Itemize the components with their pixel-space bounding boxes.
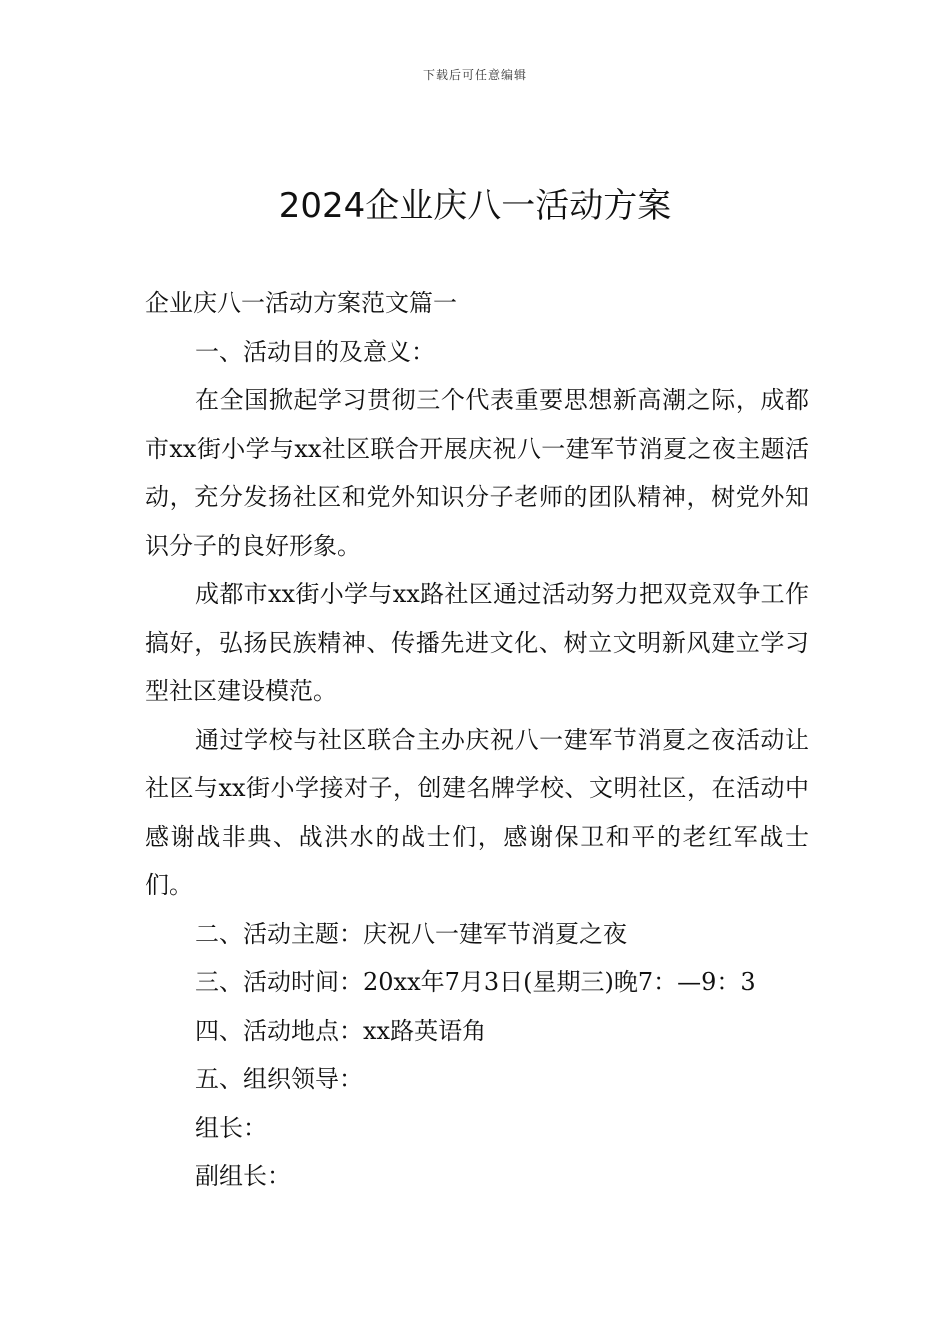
- paragraph-purpose-2: 成都市xx街小学与xx路社区通过活动努力把双竞双争工作搞好，弘扬民族精神、传播先进文化、树立文明新风建立学习型社区建设模范。: [145, 580, 809, 705]
- paragraph-purpose-3: 通过学校与社区联合主办庆祝八一建军节消夏之夜活动让社区与xx街小学接对子，创建名牌学校、文明社区，在活动中感谢战非典、战洪水的战士们，感谢保卫和平的老红军战士们。: [145, 725, 809, 899]
- document-title: 2024企业庆八一活动方案: [278, 186, 672, 226]
- item-leader: 组长：: [195, 1113, 267, 1142]
- item-time: 三、活动时间：20xx年7月3日(星期三)晚7：—9：3: [195, 968, 756, 996]
- subheading-purpose: 一、活动目的及意义：: [195, 337, 435, 366]
- header-note: 下载后可任意编辑: [422, 68, 527, 82]
- item-organization: 五、组织领导：: [195, 1065, 363, 1093]
- paragraph-purpose-1: 在全国掀起学习贯彻三个代表重要思想新高潮之际，成都市xx街小学与xx社区联合开展庆祝八一建军节消夏之夜主题活动，充分发扬社区和党外知识分子老师的团队精神，树党外知识分子的良好形象。: [145, 386, 809, 560]
- item-location: 四、活动地点：xx路英语角: [195, 1016, 487, 1045]
- item-deputy-leader: 副组长：: [195, 1162, 291, 1190]
- document-body: [145, 279, 809, 1201]
- item-theme: 二、活动主题：庆祝八一建军节消夏之夜: [195, 919, 627, 948]
- section-heading: 企业庆八一活动方案范文篇一: [145, 289, 457, 317]
